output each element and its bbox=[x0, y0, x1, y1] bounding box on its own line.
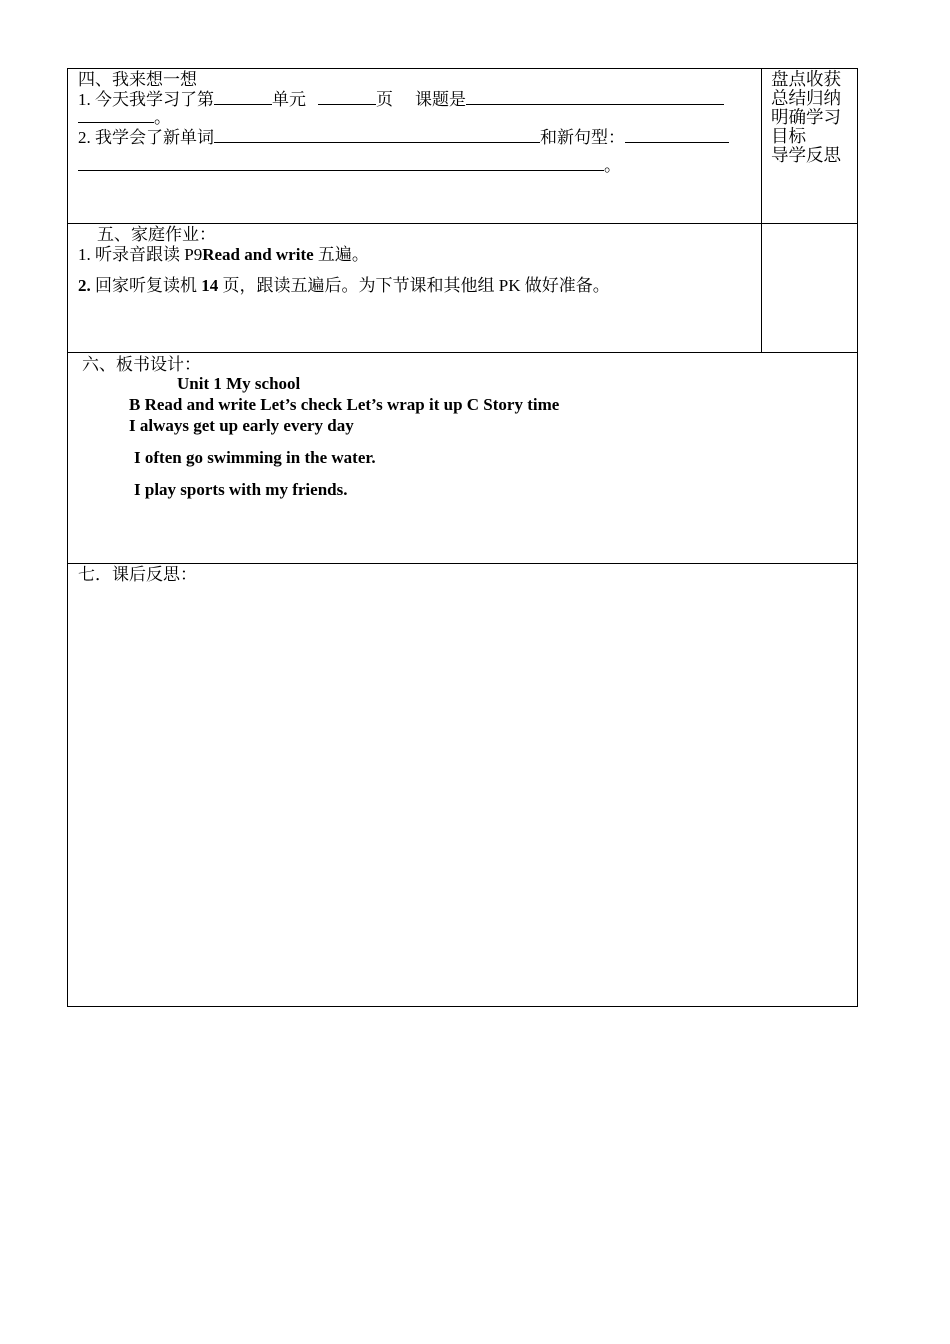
page-blank[interactable] bbox=[318, 89, 376, 105]
line2-end: 。 bbox=[604, 156, 621, 175]
item2-text-a: 回家听复读机 bbox=[90, 276, 202, 295]
sidebar-line-4: 目标 bbox=[771, 126, 806, 146]
item2-page: 14 bbox=[201, 276, 219, 295]
section4-line2-cont bbox=[78, 155, 621, 175]
topic-blank[interactable] bbox=[466, 89, 724, 105]
words-blank[interactable] bbox=[214, 127, 540, 143]
unit-blank[interactable] bbox=[214, 89, 272, 105]
line1-page: 页 bbox=[376, 90, 393, 109]
line1-topic: 课题是 bbox=[415, 90, 466, 109]
board-title: Unit 1 My school bbox=[177, 374, 301, 393]
section4-heading: 四、我来想一想 bbox=[78, 70, 197, 89]
topic-blank-cont[interactable] bbox=[78, 107, 154, 123]
item1-suffix: 五遍。 bbox=[313, 245, 369, 264]
section6-heading: 六、板书设计： bbox=[82, 355, 201, 374]
sidebar-line-5: 导学反思 bbox=[771, 145, 841, 165]
section4-line2 bbox=[78, 127, 729, 147]
line2-prefix: 2. 我学会了新单词 bbox=[78, 128, 214, 147]
item2-text-b: 页，跟读五遍后。为下节课和其他组 PK 做好准备。 bbox=[218, 276, 610, 295]
item1-prefix: 1. 听录音跟读 P9 bbox=[78, 245, 203, 264]
row-divider-1 bbox=[68, 223, 857, 224]
sentence-blank-cont[interactable] bbox=[78, 155, 604, 171]
sentence-blank[interactable] bbox=[625, 127, 729, 143]
board-sentence-2: I often go swimming in the water. bbox=[134, 448, 376, 467]
section4-line1 bbox=[78, 89, 724, 109]
line1-end: 。 bbox=[154, 108, 171, 127]
board-subtitle: B Read and write Let’s check Let’s wrap it up C Story time bbox=[129, 395, 560, 414]
reflection-area[interactable] bbox=[70, 589, 855, 1002]
line2-mid: 和新句型： bbox=[540, 128, 625, 147]
section5-heading: 五、家庭作业： bbox=[97, 225, 216, 244]
board-sentence-3: I play sports with my friends. bbox=[134, 480, 348, 499]
homework-item-2 bbox=[78, 276, 610, 295]
column-divider bbox=[761, 69, 762, 352]
lesson-plan-table bbox=[67, 68, 858, 1007]
section4-line1-cont bbox=[78, 107, 171, 127]
sidebar-line-1: 盘点收获 bbox=[771, 69, 841, 89]
sidebar-notes bbox=[771, 70, 855, 165]
line1-prefix: 1. 今天我学习了第 bbox=[78, 90, 214, 109]
sidebar-line-3: 明确学习 bbox=[771, 107, 841, 127]
sidebar-line-2: 总结归纳 bbox=[771, 88, 841, 108]
line1-unit: 单元 bbox=[272, 90, 306, 109]
homework-item-1 bbox=[78, 245, 369, 264]
section7-heading: 七．课后反思： bbox=[78, 565, 197, 584]
item2-number: 2. bbox=[78, 276, 91, 295]
item1-title: Read and write bbox=[202, 245, 314, 264]
row-divider-3 bbox=[68, 563, 857, 564]
row-divider-2 bbox=[68, 352, 857, 353]
board-sentence-1: I always get up early every day bbox=[129, 416, 354, 435]
